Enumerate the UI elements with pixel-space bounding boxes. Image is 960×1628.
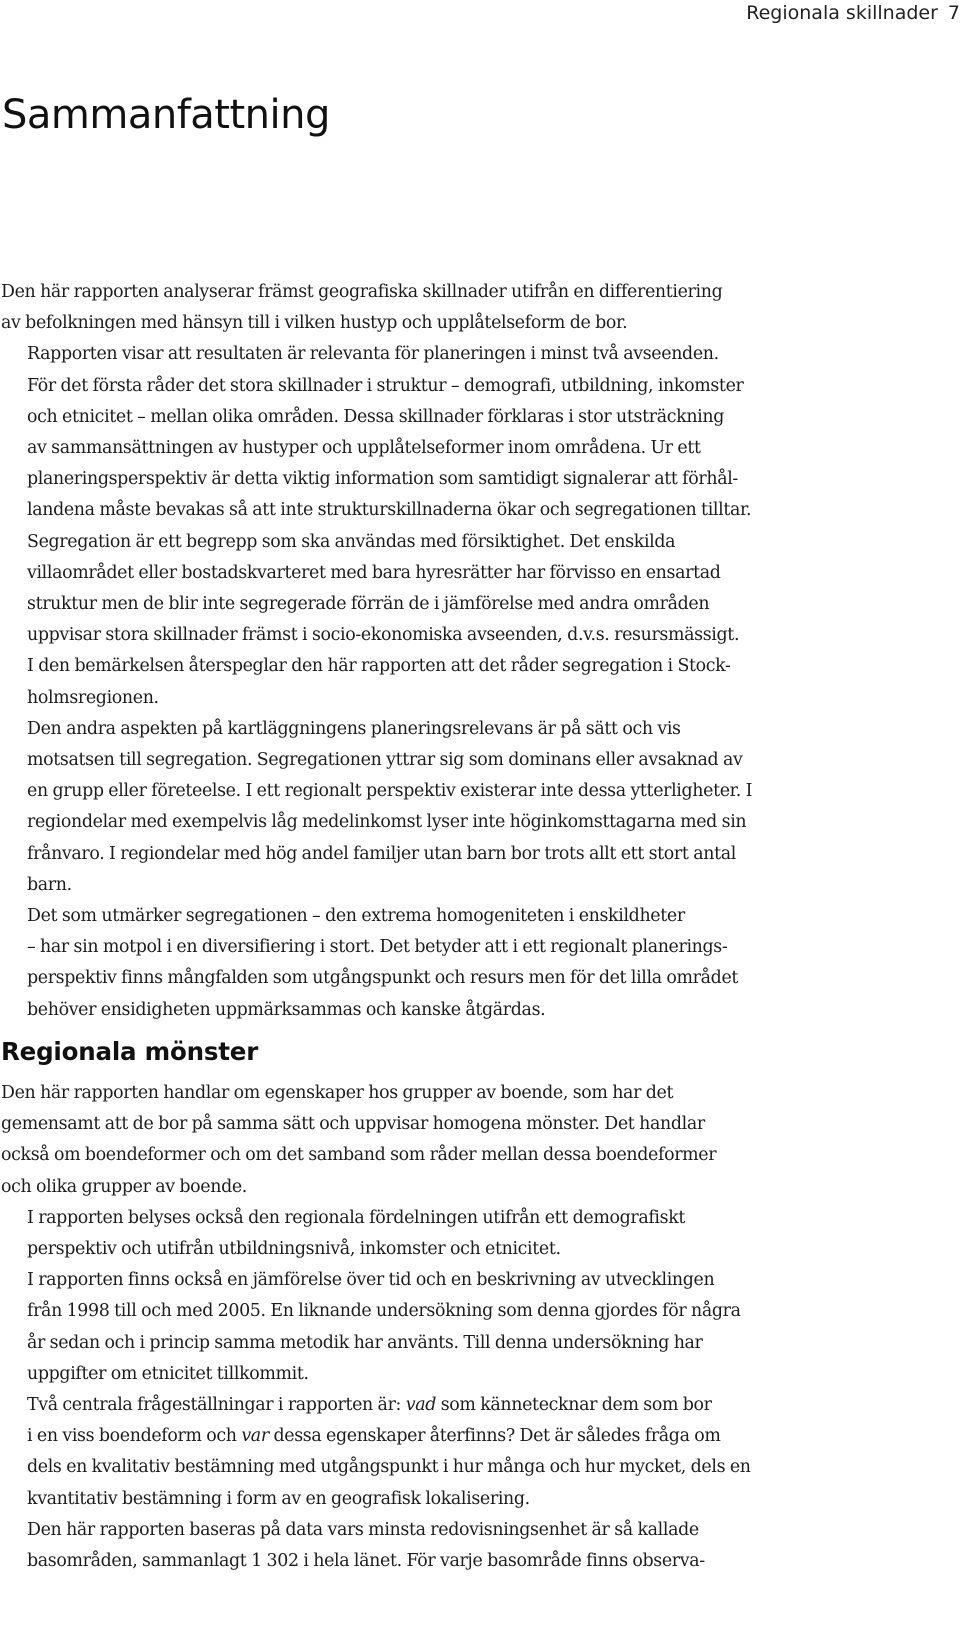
text-run: Två centrala frågeställningar i rapporten är: (27, 1395, 406, 1416)
page-title: Sammanfattning (2, 92, 330, 138)
text-line: från 1998 till och med 2005. En liknande undersökning som denna gjordes för några (27, 1301, 741, 1322)
paragraph (1, 1390, 756, 1515)
text-line: en grupp eller företeelse. I ett regionalt perspektiv existerar inte dessa ytterligheter. I (27, 781, 753, 802)
text-line: år sedan och i princip samma metodik har använts. Till denna undersökning har (27, 1332, 703, 1353)
paragraph (1, 1265, 756, 1390)
text-line: gemensamt att de bor på samma sätt och uppvisar homogena mönster. Det handlar (1, 1114, 705, 1135)
text-line: planeringsperspektiv är detta viktig information som samtidigt signalerar att förhål- (27, 469, 738, 490)
text-line: Det som utmärker segregationen – den extrema homogeniteten i enskildheter (27, 906, 685, 927)
paragraph (1, 527, 756, 714)
text-line: perspektiv finns mångfalden som utgångspunkt och resurs men för det lilla området (27, 968, 739, 989)
text-line (1, 1390, 756, 1421)
running-header-title: Regionala skillnader (746, 2, 938, 24)
text-line: Den andra aspekten på kartläggningens planeringsrelevans är på sätt och vis (27, 718, 681, 739)
summary-section (1, 277, 756, 1026)
paragraph (1, 1203, 756, 1265)
text-line: I rapporten finns också en jämförelse över tid och en beskrivning av utvecklingen (27, 1270, 715, 1291)
text-line: landena måste bevakas så att inte strukturskillnaderna ökar och segregationen tilltar. (27, 500, 752, 521)
paragraph (1, 339, 756, 526)
page-number: 7 (947, 2, 960, 24)
emphasis: var (241, 1426, 269, 1447)
text-line: också om boendeformer och om det samband som råder mellan dessa boendeformer (1, 1145, 717, 1166)
text-line: frånvaro. I regiondelar med hög andel familjer utan barn bor trots allt ett stort antal (27, 843, 736, 864)
text-line: holmsregionen. (27, 687, 159, 708)
text-line: basområden, sammanlagt 1 302 i hela länet. För varje basområde finns observa- (27, 1551, 705, 1572)
text-line: perspektiv och utifrån utbildningsnivå, inkomster och etnicitet. (27, 1239, 561, 1260)
regional-patterns-section (1, 1078, 756, 1577)
paragraph (1, 1515, 756, 1577)
running-header (746, 0, 960, 26)
text-run: som kännetecknar dem som bor (436, 1395, 712, 1416)
paragraph (1, 901, 756, 1026)
text-line: dels en kvalitativ bestämning med utgångspunkt i hur många och hur mycket, dels en (27, 1457, 751, 1478)
text-line (1, 1421, 756, 1452)
text-line: – har sin motpol i en diversifiering i stort. Det betyder att i ett regionalt planerings- (27, 937, 728, 958)
text-line: villaområdet eller bostadskvarteret med bara hyresrätter har förvisso en ensartad (27, 562, 721, 583)
text-line: av befolkningen med hänsyn till i vilken hustyp och upplåtelseform de bor. (1, 313, 628, 334)
text-run: i en viss boendeform och (27, 1426, 242, 1447)
text-line: kvantitativ bestämning i form av en geografisk lokalisering. (27, 1488, 530, 1509)
text-run: dessa egenskaper återfinns? Det är således fråga om (268, 1426, 721, 1447)
paragraph (1, 714, 756, 901)
text-line: behöver ensidigheten uppmärksammas och kanske åtgärdas. (27, 999, 546, 1020)
text-line: Segregation är ett begrepp som ska användas med försiktighet. Det enskilda (27, 531, 676, 552)
text-line: Den här rapporten baseras på data vars minsta redovisningsenhet är så kallade (27, 1519, 699, 1540)
paragraph (1, 1078, 756, 1203)
text-line: För det första råder det stora skillnader i struktur – demografi, utbildning, inkomster (27, 375, 744, 396)
text-line: struktur men de blir inte segregerade förrän de i jämförelse med andra områden (27, 594, 710, 615)
section-heading: Regionala mönster (1, 1037, 259, 1066)
text-line: av sammansättningen av hustyper och upplåtelseformer inom områdena. Ur ett (27, 438, 701, 459)
text-line: Den här rapporten handlar om egenskaper hos grupper av boende, som har det (1, 1083, 674, 1103)
text-line: I rapporten belyses också den regionala fördelningen utifrån ett demografiskt (27, 1207, 686, 1228)
text-line: Rapporten visar att resultaten är relevanta för planeringen i minst två avseenden. (27, 344, 719, 365)
text-line: uppgifter om etnicitet tillkommit. (27, 1363, 309, 1384)
text-line: och etnicitet – mellan olika områden. Dessa skillnader förklaras i stor utsträckning (27, 406, 725, 427)
paragraph (1, 277, 756, 339)
text-line: barn. (27, 874, 72, 895)
text-line: motsatsen till segregation. Segregationen yttrar sig som dominans eller avsaknad av (27, 750, 743, 771)
text-line: uppvisar stora skillnader främst i socio-ekonomiska avseenden, d.v.s. resursmässigt. (27, 625, 740, 646)
text-line: och olika grupper av boende. (1, 1176, 247, 1197)
text-line: I den bemärkelsen återspeglar den här rapporten att det råder segregation i Stock- (27, 656, 731, 677)
text-line: regiondelar med exempelvis låg medelinkomst lyser inte höginkomsttagarna med sin (27, 812, 747, 833)
text-line: Den här rapporten analyserar främst geografiska skillnader utifrån en differentiering (1, 282, 723, 302)
emphasis: vad (405, 1395, 437, 1416)
